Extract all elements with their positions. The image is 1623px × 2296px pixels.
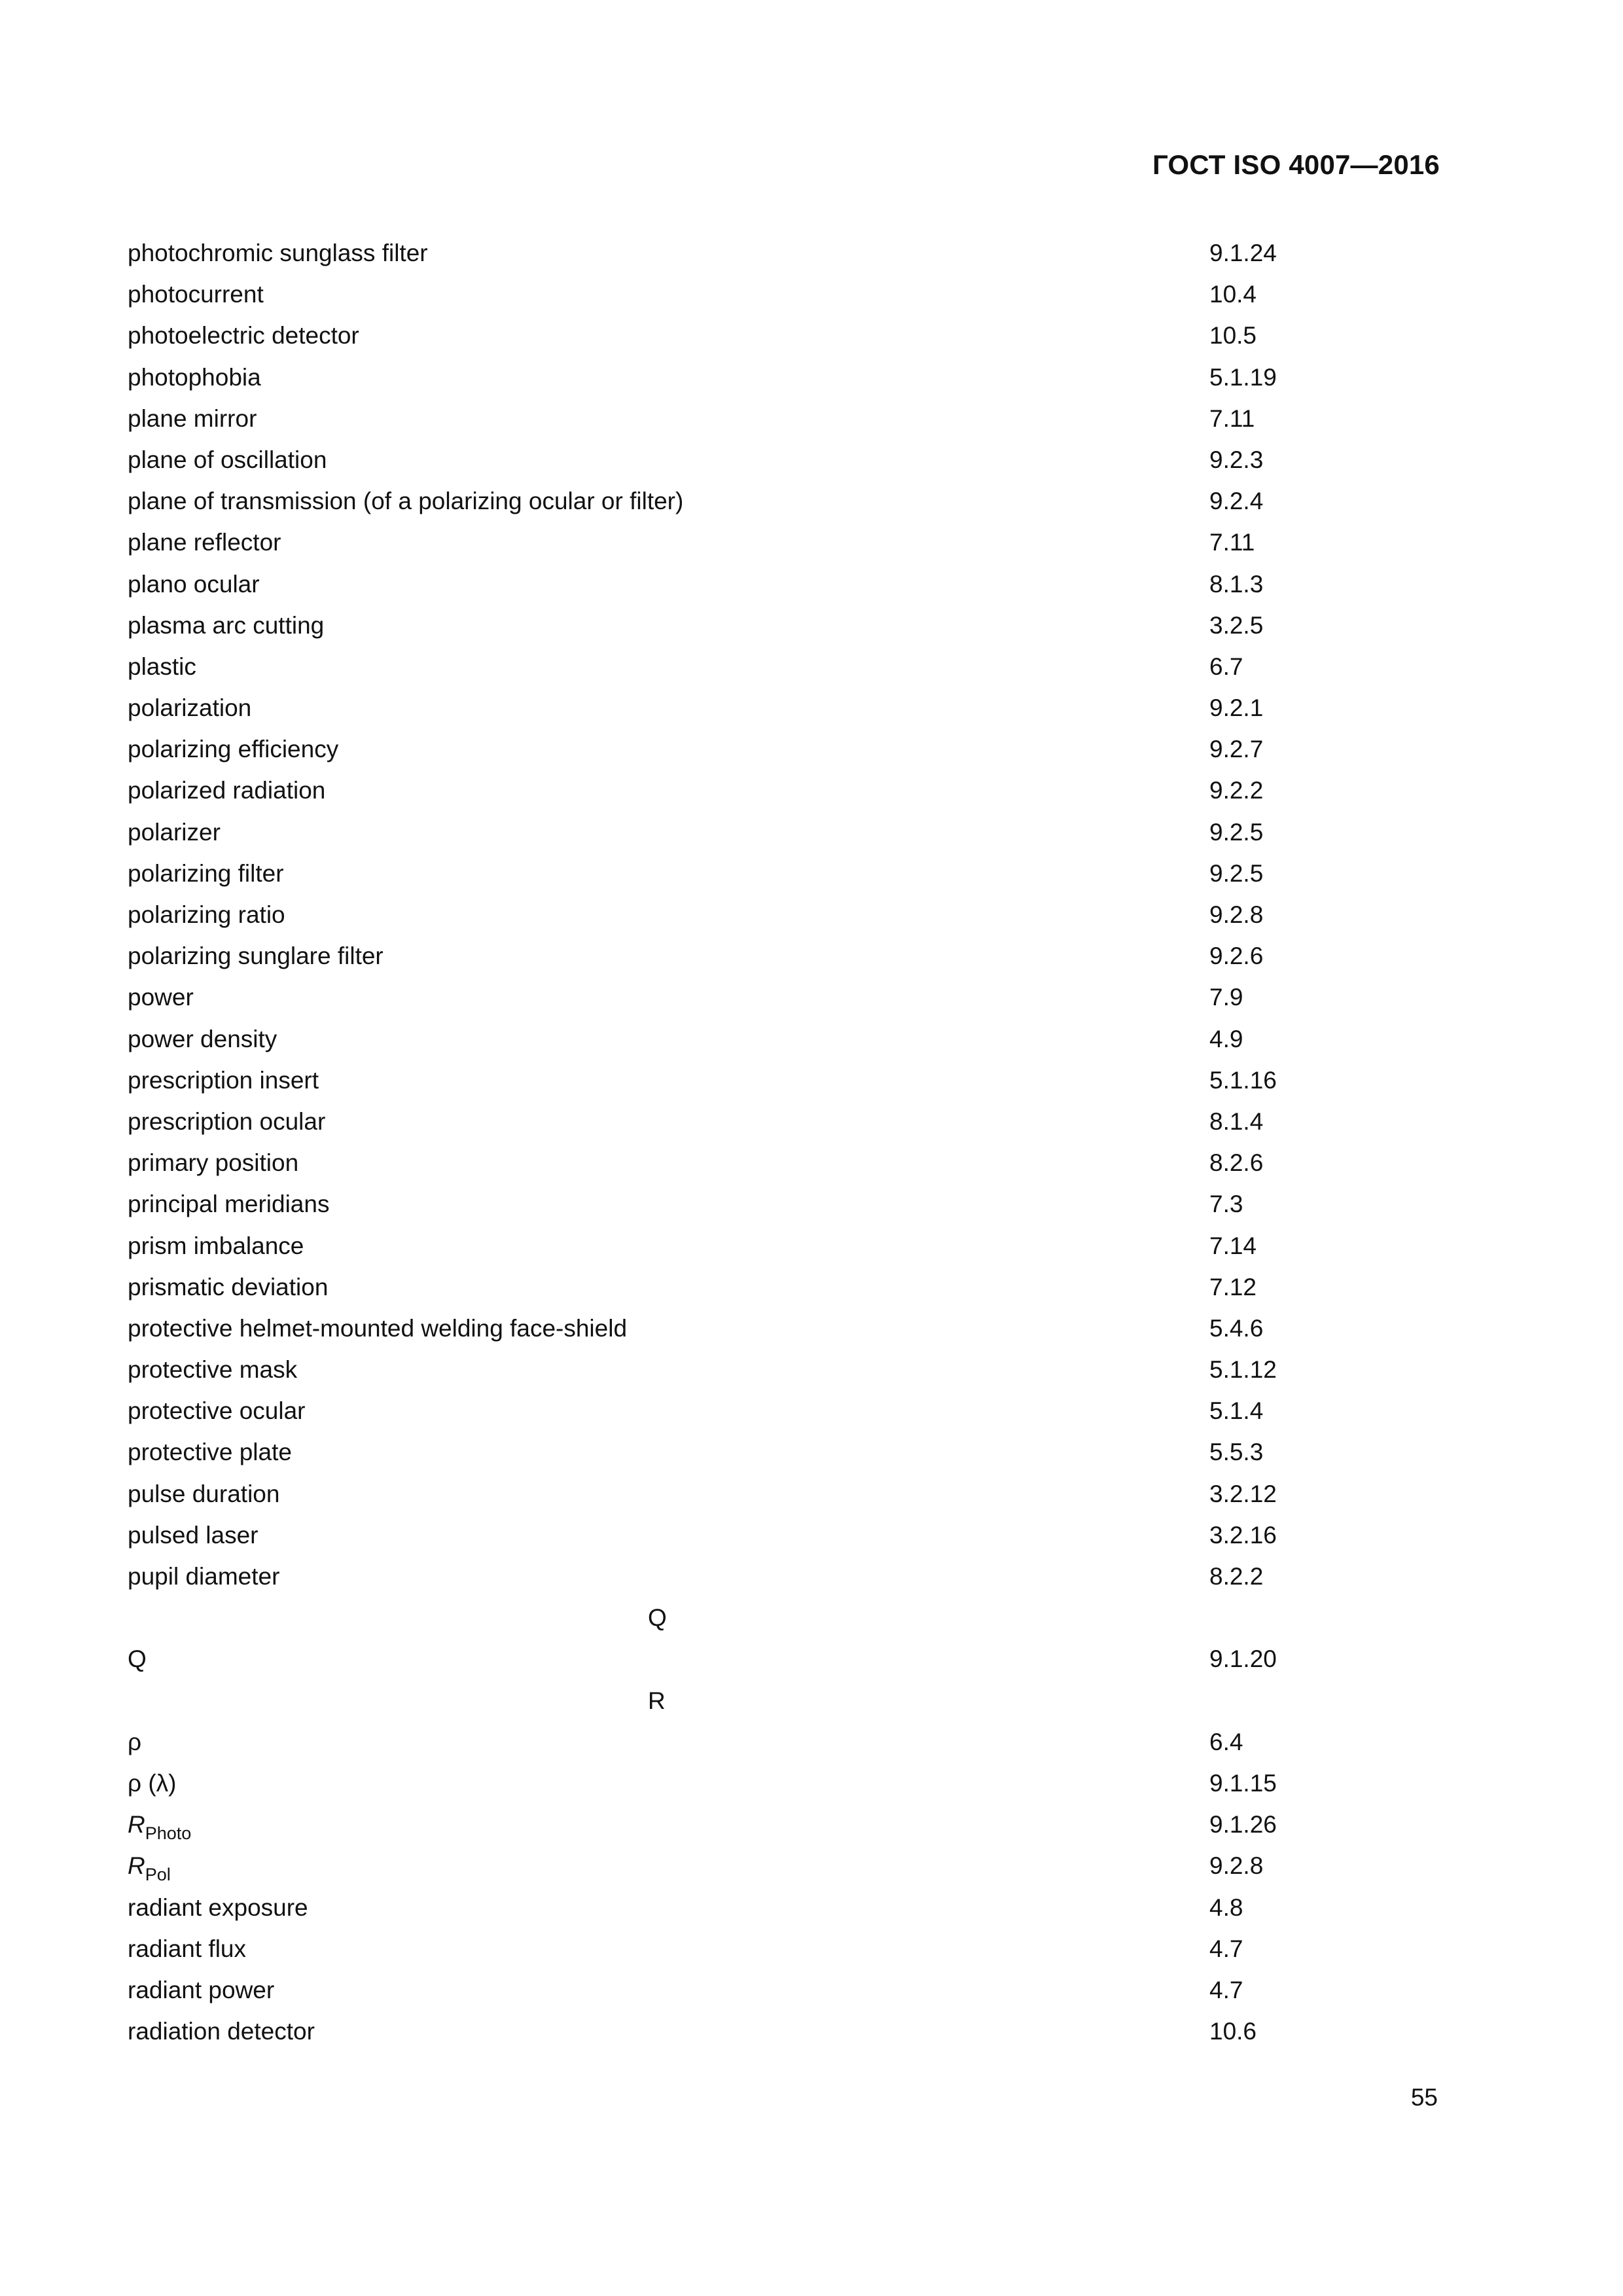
index-term: polarizer xyxy=(128,818,221,846)
index-ref: 7.3 xyxy=(1209,1191,1243,1218)
index-term: polarized radiation xyxy=(128,777,326,804)
index-ref: 9.1.24 xyxy=(1209,240,1277,266)
index-row xyxy=(128,1023,1469,1064)
index-row xyxy=(128,485,1469,526)
index-ref: 9.1.26 xyxy=(1209,1811,1277,1839)
index-term: plasma arc cutting xyxy=(128,611,325,639)
index-ref: 3.2.16 xyxy=(1209,1521,1277,1549)
index-row xyxy=(128,1230,1469,1271)
index-list xyxy=(128,237,1469,2056)
index-row xyxy=(128,1519,1469,1560)
index-term: polarizing sunglare filter xyxy=(128,942,383,970)
index-row xyxy=(128,1808,1469,1850)
index-row xyxy=(128,1767,1469,1808)
index-term: ρ (λ) xyxy=(128,1769,177,1797)
index-row xyxy=(128,1105,1469,1147)
index-term: primary position xyxy=(128,1149,299,1177)
index-ref: 7.11 xyxy=(1209,404,1255,432)
index-term: protective ocular xyxy=(128,1397,306,1425)
index-ref: 7.14 xyxy=(1209,1232,1257,1259)
index-row xyxy=(128,568,1469,609)
index-term: plane reflector xyxy=(128,529,281,556)
index-ref: 10.6 xyxy=(1209,2018,1257,2045)
index-row xyxy=(128,1643,1469,1684)
index-term: plane mirror xyxy=(128,404,257,432)
index-row xyxy=(128,278,1469,319)
page-number: 55 xyxy=(1410,2084,1438,2111)
index-ref: 8.2.6 xyxy=(1209,1149,1264,1177)
index-ref: 6.4 xyxy=(1209,1728,1243,1755)
index-term: plano ocular xyxy=(128,570,260,598)
index-row xyxy=(128,940,1469,981)
index-ref: 5.5.3 xyxy=(1209,1439,1264,1466)
index-term: polarization xyxy=(128,694,252,722)
index-term: protective helmet-mounted welding face-shield xyxy=(128,1314,628,1342)
index-ref: 9.2.5 xyxy=(1209,818,1264,846)
index-ref: 8.1.4 xyxy=(1209,1107,1264,1135)
index-ref: 4.9 xyxy=(1209,1025,1243,1052)
symbol-main: R xyxy=(128,1852,145,1880)
index-ref: 7.9 xyxy=(1209,984,1243,1011)
index-ref: 10.5 xyxy=(1209,322,1257,350)
section-letter: Q xyxy=(648,1604,667,1632)
index-ref: 8.2.2 xyxy=(1209,1563,1264,1590)
index-term: Q xyxy=(128,1645,147,1673)
index-row xyxy=(128,1271,1469,1312)
index-ref: 5.4.6 xyxy=(1209,1314,1264,1342)
index-ref: 9.2.8 xyxy=(1209,901,1264,928)
index-term: polarizing filter xyxy=(128,859,284,887)
index-ref: 9.1.20 xyxy=(1209,1645,1277,1673)
index-term: plane of transmission (of a polarizing ocular or filter) xyxy=(128,488,684,515)
index-ref: 6.7 xyxy=(1209,653,1243,680)
index-ref: 9.2.2 xyxy=(1209,777,1264,804)
index-term: radiation detector xyxy=(128,2018,315,2045)
index-term: photophobia xyxy=(128,363,261,391)
index-row xyxy=(128,1354,1469,1395)
index-ref: 9.1.15 xyxy=(1209,1769,1277,1797)
index-row xyxy=(128,1974,1469,2015)
index-row xyxy=(128,2015,1469,2056)
index-ref: 9.2.1 xyxy=(1209,694,1264,722)
index-row xyxy=(128,319,1469,361)
index-ref: 9.2.8 xyxy=(1209,1852,1264,1880)
index-row xyxy=(128,816,1469,857)
index-term: prescription ocular xyxy=(128,1107,326,1135)
index-row xyxy=(128,1560,1469,1602)
index-term: polarizing efficiency xyxy=(128,736,339,763)
index-row xyxy=(128,1892,1469,1933)
index-term: radiant exposure xyxy=(128,1893,308,1921)
index-ref: 9.2.3 xyxy=(1209,446,1264,473)
section-heading-q xyxy=(128,1602,1469,1643)
index-row xyxy=(128,1312,1469,1354)
index-row xyxy=(128,1064,1469,1105)
index-row xyxy=(128,1188,1469,1229)
index-term: protective mask xyxy=(128,1356,298,1384)
index-term: ρ xyxy=(128,1728,142,1755)
index-row xyxy=(128,609,1469,651)
index-ref: 9.2.4 xyxy=(1209,488,1264,515)
index-row xyxy=(128,1147,1469,1188)
index-ref: 5.1.19 xyxy=(1209,363,1277,391)
index-ref: 8.1.3 xyxy=(1209,570,1264,598)
index-row xyxy=(128,1395,1469,1436)
index-term-symbol xyxy=(128,1850,171,1884)
index-row xyxy=(128,899,1469,940)
index-ref: 7.12 xyxy=(1209,1273,1257,1300)
index-row xyxy=(128,237,1469,278)
index-term: prismatic deviation xyxy=(128,1273,329,1300)
index-ref: 5.1.16 xyxy=(1209,1066,1277,1094)
index-term: photocurrent xyxy=(128,281,264,308)
index-row xyxy=(128,774,1469,816)
index-row xyxy=(128,981,1469,1022)
index-ref: 4.7 xyxy=(1209,1976,1243,2003)
symbol-subscript: Photo xyxy=(145,1823,192,1844)
index-term: protective plate xyxy=(128,1439,292,1466)
index-row xyxy=(128,526,1469,567)
index-ref: 4.8 xyxy=(1209,1893,1243,1921)
index-row xyxy=(128,857,1469,899)
index-term: photochromic sunglass filter xyxy=(128,240,428,266)
index-term: power xyxy=(128,984,194,1011)
index-ref: 5.1.12 xyxy=(1209,1356,1277,1384)
index-ref: 9.2.7 xyxy=(1209,736,1264,763)
index-term: polarizing ratio xyxy=(128,901,285,928)
index-row xyxy=(128,1436,1469,1477)
section-heading-r xyxy=(128,1685,1469,1726)
index-ref: 9.2.5 xyxy=(1209,859,1264,887)
index-row xyxy=(128,733,1469,774)
index-term: radiant flux xyxy=(128,1935,246,1962)
index-row xyxy=(128,692,1469,733)
index-row xyxy=(128,1850,1469,1891)
index-term: principal meridians xyxy=(128,1191,330,1218)
index-ref: 9.2.6 xyxy=(1209,942,1264,970)
index-term: pulse duration xyxy=(128,1480,280,1507)
index-row xyxy=(128,444,1469,485)
index-row xyxy=(128,403,1469,444)
index-row xyxy=(128,361,1469,403)
index-row xyxy=(128,1726,1469,1767)
index-term: radiant power xyxy=(128,1976,275,2003)
index-term: plane of oscillation xyxy=(128,446,327,473)
index-ref: 4.7 xyxy=(1209,1935,1243,1962)
index-term: plastic xyxy=(128,653,196,680)
index-term-symbol xyxy=(128,1808,191,1843)
page-header: ГОСТ ISO 4007—2016 xyxy=(1152,149,1440,180)
index-ref: 10.4 xyxy=(1209,281,1257,308)
index-ref: 3.2.5 xyxy=(1209,611,1264,639)
index-ref: 5.1.4 xyxy=(1209,1397,1264,1425)
symbol-main: R xyxy=(128,1811,145,1839)
index-term: power density xyxy=(128,1025,277,1052)
index-ref: 3.2.12 xyxy=(1209,1480,1277,1507)
index-ref: 7.11 xyxy=(1209,529,1255,556)
index-row xyxy=(128,651,1469,692)
section-letter: R xyxy=(648,1687,666,1714)
symbol-subscript: Pol xyxy=(145,1865,171,1885)
index-term: prescription insert xyxy=(128,1066,319,1094)
index-row xyxy=(128,1478,1469,1519)
index-term: pulsed laser xyxy=(128,1521,259,1549)
index-term: photoelectric detector xyxy=(128,322,359,350)
index-row xyxy=(128,1933,1469,1974)
index-term: prism imbalance xyxy=(128,1232,304,1259)
index-term: pupil diameter xyxy=(128,1563,280,1590)
